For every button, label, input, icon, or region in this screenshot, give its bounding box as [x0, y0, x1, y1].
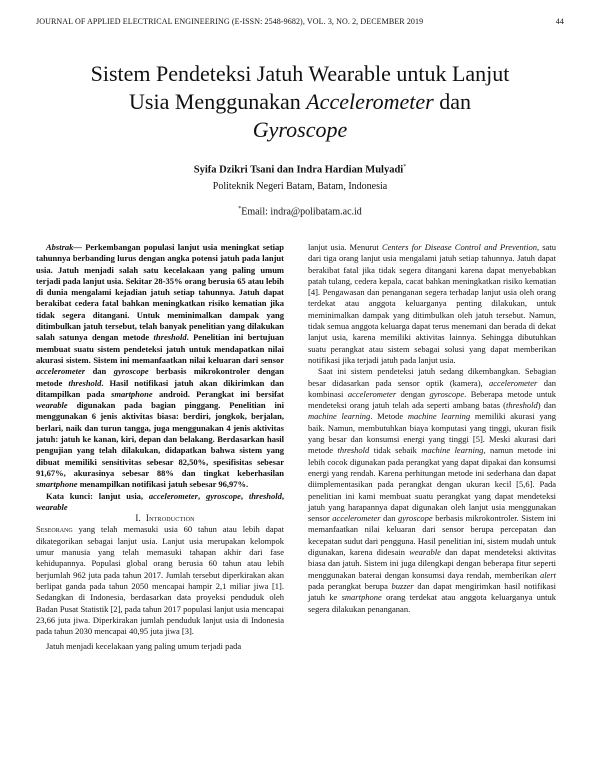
- paragraph-text: dan kombinasi: [308, 377, 556, 399]
- author-names: [40, 164, 560, 176]
- paragraph-term: gyroscope: [398, 513, 433, 524]
- paragraph-text: . Metode: [370, 411, 408, 422]
- title-line-2: [40, 88, 560, 116]
- journal-citation: JOURNAL OF APPLIED ELECTRICAL ENGINEERING (E-ISSN: 2548-9682), VOL. 3, NO. 2, DECEMBER 2019: [36, 17, 424, 26]
- keyword-term: wearable: [36, 501, 68, 512]
- paragraph-term: machine learning: [308, 411, 371, 422]
- keyword-sep: ,: [240, 490, 249, 501]
- paragraph-text: lanjut usia. Menurut: [308, 242, 382, 252]
- paragraph-term: accelerometer: [347, 388, 397, 399]
- paper-title: [40, 60, 560, 144]
- keyword-text: lanjut usia,: [92, 490, 149, 501]
- paragraph-text: dan: [380, 513, 399, 524]
- running-header: [36, 16, 564, 28]
- paragraph-term: wearable: [409, 547, 441, 558]
- paragraph-term: threshold: [337, 445, 370, 456]
- author-marker: *: [403, 164, 407, 170]
- paragraph-term: threshold: [506, 400, 538, 411]
- paragraph-text: memiliki akurasi yang baik. Namun, membutuhkan biaya komputasi yang tinggi, ukuran fisik yang besar dan konsumsi energi yang tinggi [5]. Meski akurasi dari metode: [308, 411, 556, 456]
- keyword-sep: ,: [197, 490, 206, 501]
- section-numeral: I.: [135, 513, 141, 524]
- title-text: dan: [433, 89, 471, 114]
- paragraph-text: tidak sebaik: [369, 445, 422, 456]
- paragraph-text: pada perangkat berupa: [308, 580, 392, 591]
- abstract-term: gyroscope: [113, 366, 149, 377]
- paragraph-term: buzzer: [391, 580, 414, 591]
- body-paragraph-1: [308, 242, 556, 366]
- keyword-term: accelerometer: [148, 490, 198, 501]
- keyword-term: gyroscope: [205, 490, 241, 501]
- abstract: [36, 242, 284, 491]
- title-text: Usia Menggunakan: [129, 89, 307, 114]
- affiliation: Politeknik Negeri Batam, Batam, Indonesia: [212, 181, 388, 192]
- paragraph-text: dan dapat mendeteksi aktivitas biasa dan jatuh. Sistem ini juga dilengkapi dengan beberapa fitur seperti menggunakan baterai dengan konsumsi daya rendah, memberikan: [308, 547, 556, 580]
- abstract-term: smartphone: [36, 479, 78, 490]
- keyword-term: threshold: [248, 490, 282, 501]
- paragraph-text: dengan: [396, 388, 430, 399]
- dropcap-lead: Seseorang: [36, 524, 73, 535]
- abstract-label: Abstrak: [46, 242, 74, 252]
- title-term: Gyroscope: [252, 117, 348, 142]
- abstract-text: digunakan pada bagian pinggang. Penelitian ini menggunakan 6 jenis aktivitas biasa: berdiri, jongkok, berjalan, berlari, naik dan turun tangga, juga menggunakan 4 jenis aktivitas jatuh: jatuh ke kanan, kiri, depan dan belakang. Berdasarkan hasil pengujian yang telah dilakukan, didapatkan bahwa sistem yang dibuat memiliki sensitivitas sebesar 82,50%, spesifisitas sebesar 91,67%, akurasinya sebesar 88% dan tingkat keberhasilan: [36, 400, 284, 478]
- right-column: [308, 242, 556, 615]
- paragraph-term: machine learning: [421, 445, 484, 456]
- abstract-text: . Penelitian ini bertujuan membuat suatu sistem pendeteksi jatuh untuk mendapatkan nilai akurasi sistem. Sistem ini memanfaatkan nilai keluaran dari sensor: [36, 332, 284, 365]
- paragraph-term: smartphone: [341, 592, 382, 603]
- section-title: Introduction: [145, 513, 195, 524]
- paragraph-text: , namun metode ini lebih cocok digunakan pada perangkat yang dapat dipakai dan konsumsi energi yang rendah. Karena perhitungan metode ini sederhana dan dapat diimplementasikan pada perangkat dengan ukuran kecil [5,6]. Pada penelitian ini kami membuat suatu perangkat yang dapat mendeteksi jatuh yang harapannya dapat digunakan oleh lanjut usia menggunakan sensor: [308, 445, 556, 524]
- email-text: Email: indra@polibatam.ac.id: [241, 206, 362, 218]
- paragraph-term: accelerometer: [489, 377, 538, 388]
- author-email: [40, 206, 560, 217]
- abstract-term: wearable: [36, 400, 68, 411]
- title-term: Accelerometer: [306, 89, 434, 114]
- body-paragraph-2: [308, 366, 556, 615]
- abstract-text: — Perkembangan populasi lanjut usia meningkat setiap tahunnya berbanding lurus dengan angka potensi jatuh pada lanjut usia. Jatuh menjadi salah satu kecelakaan yang paling umum terjadi pada lanjut usia. Sekitar 28-35% orang berusia 65 atau lebih di dunia mengalami kejadian jatuh setiap tahunnya. Jatuh dapat berakibat cedera fatal bahkan meningkatkan risiko kematian jika tidak segera ditangani. Untuk meminimalkan dampak yang ditimbulkan jatuh tersebut, telah banyak penelitian yang dilakukan salah satunya dengan metode: [36, 242, 284, 343]
- email-marker: *: [238, 206, 242, 212]
- paragraph-text: yang telah memasuki usia 60 tahun atau lebih dapat dikategorikan sebagai lanjut usia. Lanjut usia merupakan kelompok umur manusia yang telah memasuki tahapan akhir dari fase kehidupannya. Populasi global orang berusia 60 tahun atau lebih berjumlah 962 juta pada tahun 2017. Jumlah tersebut diperkirakan akan berlipat ganda pada tahun 2050 mencapai hampir 2,1 miliar jiwa [1]. Sedangkan di Indonesia, berdasarkan data proyeksi penduduk oleh Badan Pusat Statistik [2], pada tahun 2017 populasi lanjut usia mencapai 23,66 juta jiwa. Diperkirakan jumlah penduduk lanjut usia di Indonesia pada tahun 2030 mencapai 40,95 juta jiwa [3].: [36, 524, 284, 637]
- page-number: 44: [555, 17, 564, 26]
- title-line-3: [40, 116, 560, 144]
- paragraph-text: ) dan: [537, 400, 556, 411]
- paragraph-term: alert: [539, 569, 556, 580]
- abstract-text: berbasis mikrokontroler dengan metode: [36, 366, 284, 388]
- intro-paragraph-1: [36, 524, 284, 637]
- keywords: [36, 491, 284, 514]
- abstract-term: threshold: [68, 377, 102, 388]
- paragraph-text: berbasis mikrokontroler. Sistem ini memanfaatkan nilai keluaran dari sensor berupa percepatan dan kecepatan sudut dari pengguna. Hasil penelitian ini, sistem mudah untuk digunakan, karena didesain: [308, 513, 556, 558]
- paragraph-text: orang terdekat atau anggota keluarganya untuk segera dilakukan penanganan.: [308, 592, 556, 614]
- paragraph-text: Saat ini sistem pendeteksi jatuh sedang dikembangkan. Sebagian besar didasarkan pada sensor optik (kamera),: [308, 366, 556, 388]
- paragraph-term: machine learning: [407, 411, 471, 422]
- abstract-text: . Hasil notifikasi jatuh akan dikirimkan dan ditampilkan pada: [36, 377, 284, 399]
- abstract-term: smartphone: [111, 388, 153, 399]
- abstract-term: threshold: [153, 332, 187, 343]
- abstract-text: menampilkan notifikasi jatuh sebesar 96,97%.: [77, 479, 249, 490]
- abstract-text: android. Perangkat ini bersifat: [152, 388, 284, 399]
- author-text: Syifa Dzikri Tsani dan Indra Hardian Mulyadi: [193, 164, 404, 176]
- paragraph-term: gyroscope: [429, 388, 465, 399]
- abstract-text: dan: [85, 366, 114, 377]
- paragraph-text: dan dapat mengirimkan hasil notifikasi jatuh ke: [308, 580, 556, 603]
- keywords-label: Kata kunci:: [46, 490, 93, 501]
- abstract-term: accelerometer: [36, 366, 86, 377]
- section-heading: [36, 513, 284, 524]
- paragraph-term: Centers for Disease Control and Prevention: [381, 242, 537, 252]
- paragraph-text: , satu dari tiga orang lanjut usia mengalami jatuh setiap tahunnya. Jatuh dapat berakibat fatal jika tidak segera ditangani karena dapat menyebabkan patah tulang, cedera kepala, cacat bahkan meningkatkan risiko kematian [4]. Pengawasan dan penanganan segera terhadap lanjut usia oleh orang terdekat atau anggota keluarganya penting dilakukan, untuk meminimalkan dampak yang ditimbulkan oleh jatuh tersebut. Namun, tidak semua anggota keluarga dapat terus menemani dan berada di dekat lanjut usia, karena memiliki aktivitas lainnya. Sehingga dibutuhkan suatu perangkat atau sistem sebagai solusi yang dapat memberikan notifikasi jika terjadi jatuh pada lanjut usia.: [308, 242, 556, 365]
- intro-paragraph-2: Jatuh menjadi kecelakaan yang paling umum terjadi pada: [46, 641, 242, 652]
- left-column: [36, 242, 284, 653]
- keyword-sep: ,: [281, 490, 285, 501]
- title-line-1: Sistem Pendeteksi Jatuh Wearable untuk Lanjut: [90, 61, 510, 86]
- paragraph-term: accelerometer: [332, 513, 381, 524]
- paragraph-text: . Beberapa metode untuk mendeteksi orang jatuh telah ada seperti ambang batas (: [308, 388, 556, 411]
